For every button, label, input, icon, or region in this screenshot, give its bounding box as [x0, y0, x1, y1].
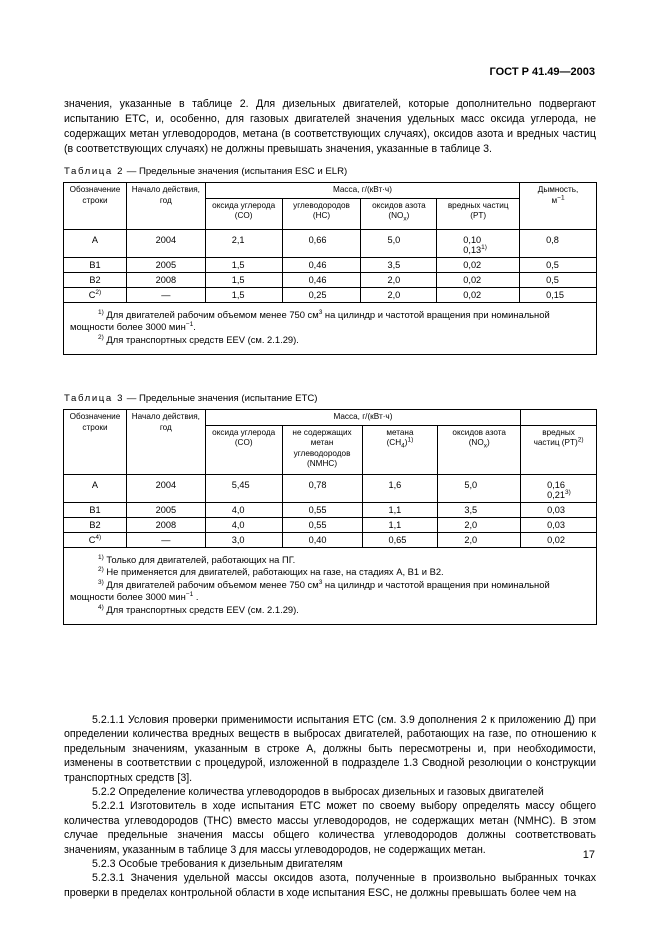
table2-row-a-id: А — [64, 229, 127, 257]
table3-caption-title: — Предельные значения (испытание ETC) — [124, 393, 318, 404]
table3-header-row-id: Обозначение строки — [64, 410, 127, 475]
table3-header-nmhc: не содержащих метан углеводородов (NMHC) — [282, 425, 362, 474]
table2-caption-title: — Предельные значения (испытания ESC и ELR) — [124, 166, 348, 177]
table3-row-b2-ch4: 1,1 — [362, 517, 438, 532]
table3-note-3-exp2: −1 — [185, 590, 194, 598]
table2-row-c-pt: 0,02 — [437, 287, 520, 302]
page-number: 17 — [582, 849, 595, 861]
table2-nox-text: оксидов азота — [372, 200, 426, 210]
table2-notes — [64, 302, 597, 355]
table2-row-c-id-note: 2) — [95, 288, 102, 296]
table3-note-3-a: Для двигателей рабочим объемом менее 750 см — [106, 578, 319, 590]
table3-note-2-text: Не применяется для двигателей, работающих на газе, на стадиях А, В1 и В2. — [106, 566, 444, 577]
table3-row-b2-nox: 2,0 — [438, 517, 521, 532]
table3-header-pt — [521, 425, 597, 474]
table3-ch4-sub: 4 — [401, 442, 405, 450]
table2-note-1 — [70, 309, 592, 334]
table2-header-mass: Масса, г/(кВт·ч) — [205, 183, 519, 199]
para-5-2-3: 5.2.3 Особые требования к дизельным двигателям — [92, 858, 343, 871]
table3-row-b1-nox: 3,5 — [438, 502, 521, 517]
table2-row-b2-id: В2 — [64, 272, 127, 287]
table3-caption-label: Таблица 3 — [64, 393, 125, 404]
table3-note-2-mark: 2) — [98, 565, 104, 573]
table2-caption — [64, 166, 347, 177]
table3-header-start: Начало действия, год — [126, 410, 205, 475]
table3-row-c-id-note: 4) — [95, 533, 102, 541]
table3-nox-formula: (NO — [468, 438, 484, 447]
table2-row-b1-hc: 0,46 — [282, 257, 361, 272]
table3-nox-sub: x — [483, 442, 487, 450]
table2-row-b1-year: 2005 — [126, 257, 205, 272]
table2-row-a-co: 2,1 — [205, 229, 282, 257]
table2-note-2-mark: 2) — [98, 333, 104, 341]
table3-row-a-nox: 5,0 — [438, 474, 521, 502]
table2-row-b2-hc: 0,46 — [282, 272, 361, 287]
table3-note-4 — [70, 604, 592, 617]
table3-note-4-text: Для транспортных средств EEV (см. 2.1.29). — [106, 603, 299, 615]
table3-row-b1-co: 4,0 — [205, 502, 282, 517]
table3-row-b1-id: В1 — [64, 502, 127, 517]
table3-header-ch4 — [362, 425, 438, 474]
table3-note-3 — [70, 579, 592, 604]
table3-note-1 — [70, 554, 592, 567]
table2-row-a-pt-2: 0,13 — [463, 244, 482, 255]
body-text — [64, 713, 596, 900]
table3-ch4-note: 1) — [407, 436, 414, 444]
document-code: ГОСТ Р 41.49—2003 — [489, 66, 595, 78]
table3-pt-note: 2) — [577, 436, 584, 444]
para-5-2-1-1: 5.2.1.1 Условия проверки применимости испытания ETC (см. 3.9 дополнения 2 к приложению Д) при определении количества вредных веществ в выбросах двигателей, работающих на газе, по отношению к предельным значениям, указанным в строке А, должны быть пересмотрены и, при необходимости, изменены в соответствии с процедурой, изложенной в подразделе 1.3 Сводной резолюции о конструкции транспортных средств [3]. — [64, 714, 596, 784]
table2-caption-label: Таблица 2 — [64, 166, 125, 177]
table2-row-b1-id: В1 — [64, 257, 127, 272]
table2-row-b1-co: 1,5 — [205, 257, 282, 272]
table3-note-2 — [70, 566, 592, 579]
table2-header-pt: вредных частиц (PT) — [437, 198, 520, 229]
table3-row-a-co: 5,45 — [205, 474, 282, 502]
table3-notes — [64, 547, 597, 625]
table3-pt-text: вредных — [542, 427, 575, 437]
table2-row-b2-pt: 0,02 — [437, 272, 520, 287]
table3-row-a-ch4: 1,6 — [362, 474, 438, 502]
table2-row-a-pt-2-note: 1) — [481, 243, 487, 251]
table3-note-3-c: . — [193, 591, 199, 602]
table3-row-b1-ch4: 1,1 — [362, 502, 438, 517]
table3-row-a-nmhc: 0,78 — [282, 474, 362, 502]
table3-row-b1-nmhc: 0,55 — [282, 502, 362, 517]
table2-row-c-id — [64, 287, 127, 302]
table2-row-c-year: — — [126, 287, 205, 302]
table3-note-3-mark: 3) — [98, 578, 104, 586]
table2-row-b1-smoke: 0,5 — [520, 257, 597, 272]
table2-row-a-year: 2004 — [126, 229, 205, 257]
table2-smoke-unit-exp: −1 — [557, 193, 565, 201]
table2-row-a-pt-1: 0,10 — [463, 234, 482, 245]
table3-row-a-pt-2: 0,21 — [547, 489, 565, 500]
table3-row-b2-pt: 0,03 — [521, 517, 597, 532]
table2-nox-close: ) — [406, 211, 410, 220]
table2-note-1-b: на цилиндр и частотой вращения при номинальной мощности более 3000 мин — [70, 308, 550, 332]
table2-smoke-unit: м — [551, 195, 558, 205]
table3-header-mass: Масса, г/(кВт·ч) — [205, 410, 520, 426]
table2-header-smoke — [520, 183, 597, 230]
table2-nox-sub: x — [403, 215, 407, 223]
table3-row-a-year: 2004 — [126, 474, 205, 502]
table2-note-2-text: Для транспортных средств EEV (см. 2.1.29). — [106, 333, 299, 345]
para-5-2-3-1: 5.2.3.1 Значения удельной массы оксидов азота, полученные в произвольно выбранных точках проверки в пределах контрольной области в ходе испытания ESC, не должны превышать более чем на — [64, 872, 596, 899]
table2-note-1-c: . — [193, 321, 196, 332]
table3-note-1-mark: 1) — [98, 553, 104, 561]
table2-row-c-smoke: 0,15 — [520, 287, 597, 302]
table2-note-1-exp2: −1 — [185, 320, 194, 328]
table3-row-b1-pt: 0,03 — [521, 502, 597, 517]
table3-row-c-co: 3,0 — [205, 532, 282, 547]
table2-nox-formula: (NO — [388, 211, 404, 220]
table3-note-4-mark: 4) — [98, 603, 104, 611]
table3-note-1-text: Только для двигателей, работающих на ПГ. — [106, 553, 296, 565]
table3-nox-text: оксидов азота — [452, 427, 506, 437]
table3-nox-close: ) — [486, 438, 490, 447]
table3-row-c-ch4: 0,65 — [362, 532, 438, 547]
table2-header-start: Начало действия, год — [126, 183, 205, 230]
table2-note-1-mark: 1) — [98, 308, 104, 316]
table3-row-a-pt-1: 0,16 — [547, 479, 565, 490]
table3-row-b2-co: 4,0 — [205, 517, 282, 532]
table2-row-a-hc: 0,66 — [282, 229, 361, 257]
table3-row-c-nmhc: 0,40 — [282, 532, 362, 547]
table3-ch4-formula: (CH — [386, 438, 402, 447]
table2-row-b1-nox: 3,5 — [361, 257, 437, 272]
table2-row-c-co: 1,5 — [205, 287, 282, 302]
table2-row-b2-smoke: 0,5 — [520, 272, 597, 287]
table2-row-a-nox: 5,0 — [361, 229, 437, 257]
table2-header-nox — [361, 198, 437, 229]
table3-ch4-close: ) — [404, 438, 408, 447]
table3 — [63, 409, 597, 625]
table3-row-a-pt-2-note: 3) — [564, 488, 571, 496]
table2-row-b2-nox: 2,0 — [361, 272, 437, 287]
table3-row-b1-year: 2005 — [126, 502, 205, 517]
table2-row-b1-pt: 0,02 — [437, 257, 520, 272]
intro-paragraph: значения, указанные в таблице 2. Для дизельных двигателей, которые дополнительно подвергают испытанию ETC, и, особенно, для газовых двигателей значения удельных масс оксида углерода, не содержащих метан углеводородов, метана (в соответствующих случаях), оксидов азота и вредных частиц (в соответствующих случаях) не должны превышать значения, указанные в таблице 3. — [64, 98, 596, 155]
table2-row-b2-year: 2008 — [126, 272, 205, 287]
table3-note-3-b: на цилиндр и частотой вращения при номинальной мощности более 3000 мин — [70, 578, 550, 602]
table2 — [63, 182, 597, 355]
para-5-2-2-1: 5.2.2.1 Изготовитель в ходе испытания ETC может по своему выбору определять массу общего количества углеводородов (THC) вместо массы углеводородов, не содержащих метан (NMHC). В этом случае предельные значения массы общего количества углеводородов должны соответствовать значениям, указанным в таблице 3 для массы углеводородов, не содержащих метан. — [64, 800, 596, 856]
table3-header-co: оксида углерода (CO) — [205, 425, 282, 474]
table3-row-b2-nmhc: 0,55 — [282, 517, 362, 532]
table2-row-a-pt — [437, 229, 520, 257]
table2-note-2 — [70, 334, 592, 347]
table2-smoke-text: Дымность, — [537, 185, 579, 194]
para-5-2-2: 5.2.2 Определение количества углеводородов в выбросах дизельных и газовых двигателей — [92, 786, 544, 799]
table3-row-a-id: А — [64, 474, 127, 502]
table2-row-c-id-text: С — [88, 289, 96, 300]
table2-row-a-smoke: 0,8 — [520, 229, 597, 257]
table3-note-3-exp: 3 — [318, 578, 323, 586]
table3-header-blank — [521, 410, 597, 426]
table2-header-hc: углеводородов (HC) — [282, 198, 361, 229]
table2-note-1-exp: 3 — [318, 308, 323, 316]
table3-row-c-nox: 2,0 — [438, 532, 521, 547]
table2-header-row-id: Обозначение строки — [64, 183, 127, 230]
table3-ch4-text: метана — [386, 427, 414, 437]
table3-row-b2-id: В2 — [64, 517, 127, 532]
table2-row-c-nox: 2,0 — [361, 287, 437, 302]
table2-header-co: оксида углерода (CO) — [205, 198, 282, 229]
table3-header-nox — [438, 425, 521, 474]
table2-row-b2-co: 1,5 — [205, 272, 282, 287]
table3-row-c-pt: 0,02 — [521, 532, 597, 547]
table3-row-c-year: — — [126, 532, 205, 547]
table2-row-c-hc: 0,25 — [282, 287, 361, 302]
table3-row-a-pt — [521, 474, 597, 502]
table3-caption — [64, 393, 318, 404]
table3-pt-text2: частиц (PT) — [533, 438, 578, 447]
table2-note-1-a: Для двигателей рабочим объемом менее 750 см — [106, 308, 319, 320]
table3-row-b2-year: 2008 — [126, 517, 205, 532]
table3-row-c-id — [64, 532, 127, 547]
table3-row-c-id-text: С — [88, 534, 96, 545]
